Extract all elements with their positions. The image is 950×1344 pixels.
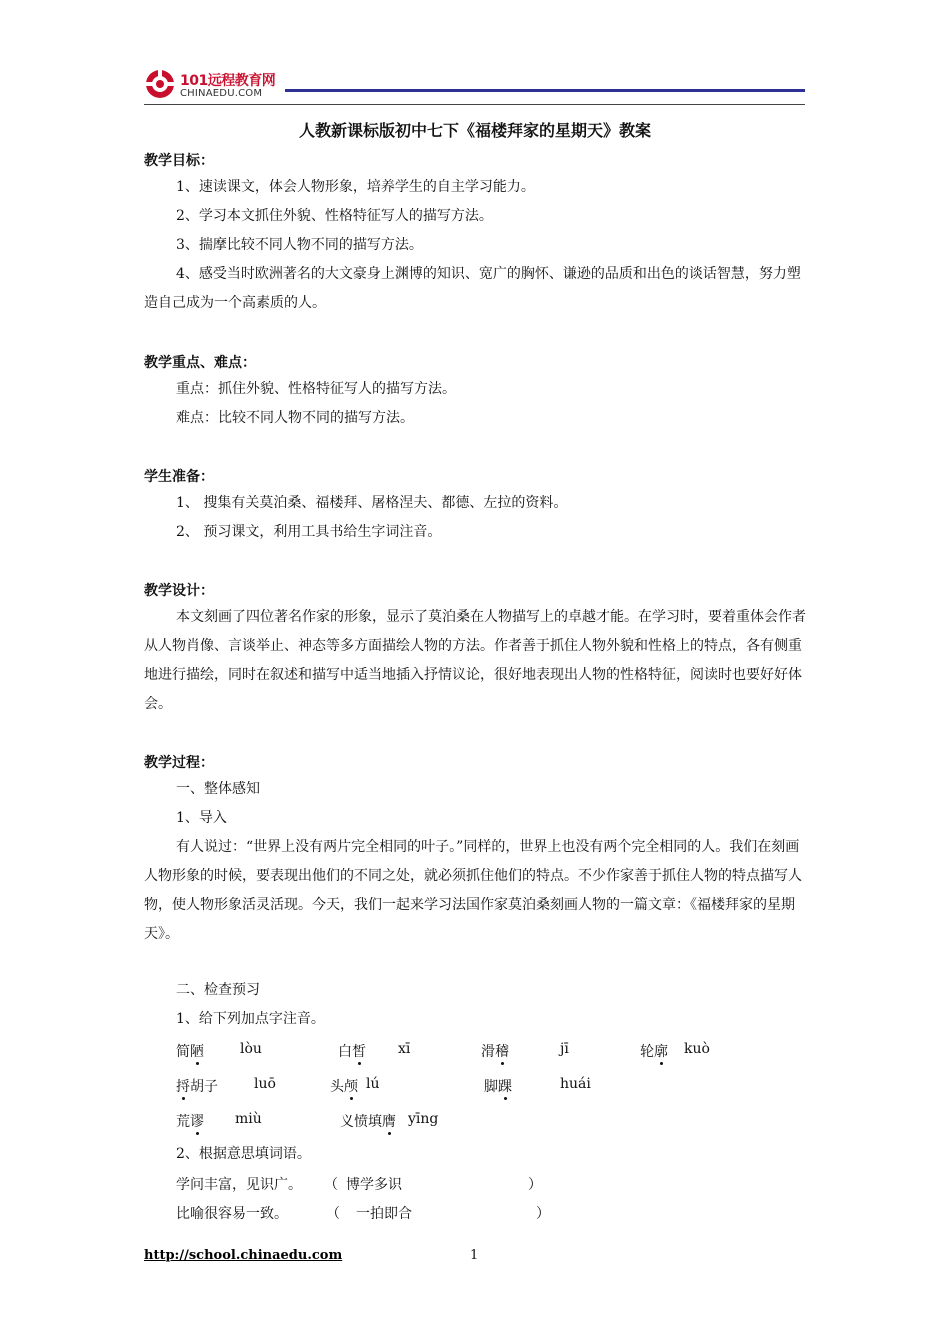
vocab-word: 义愤填膺 — [340, 1114, 396, 1130]
vocab-word: 头颅 — [330, 1079, 358, 1095]
vocab-word: 滑稽 — [481, 1044, 509, 1060]
page-number: 1 — [470, 1248, 479, 1263]
vocab-word: 轮廓 — [640, 1044, 668, 1060]
fill-open-paren: （ — [324, 1177, 338, 1193]
intro-paragraph: 有人说过：“世界上没有两片完全相同的叶子。”同样的，世界上也没有两个完全相同的人。我们在刻画人物形象的时候，要表现出他们的不同之处，就必须抓住他们的特点。不少作家善于抓住人物的特点描写人物，使人物形象活灵活现。今天，我们一起来学习法国作家莫泊桑刻画人物的一篇文章：《福楼拜家的星期天》。 — [144, 839, 802, 942]
dotted-char: 陋 — [190, 1044, 204, 1060]
vocab-pinyin: huái — [560, 1076, 591, 1092]
dotted-char: 稽 — [495, 1044, 509, 1060]
vocab-word: 白皙 — [338, 1044, 366, 1060]
vocab-pinyin: lòu — [240, 1041, 262, 1057]
fill-meaning: 比喻很容易一致。 — [176, 1206, 288, 1222]
header-rule — [285, 89, 805, 92]
vocab-pinyin: jī — [560, 1041, 569, 1057]
vocab-word: 脚踝 — [484, 1079, 512, 1095]
footer-url-link[interactable]: http://school.chinaedu.com — [144, 1248, 343, 1263]
goal-item-4: 4、感受当时欧洲著名的大文豪身上渊博的知识、宽广的胸怀、谦逊的品质和出色的谈话智慧，努力塑造自己成为一个高素质的人。 — [144, 266, 801, 311]
fill-open-paren: （ — [326, 1206, 340, 1222]
dotted-char: 颅 — [344, 1079, 358, 1095]
fill-close-paren: ） — [528, 1177, 542, 1193]
vocab-pinyin: lú — [366, 1076, 380, 1092]
goal-item-3: 3、揣摩比较不同人物不同的描写方法。 — [176, 237, 423, 253]
process-part1: 一、整体感知 — [176, 781, 260, 797]
vocab-pinyin: miù — [235, 1111, 262, 1127]
prep-item-1: 1、 搜集有关莫泊桑、福楼拜、屠格涅夫、都德、左拉的资料。 — [176, 495, 568, 511]
fill-meaning: 学问丰富，见识广。 — [176, 1177, 302, 1193]
logo-text-en: CHINAEDU.COM — [180, 88, 263, 99]
key-points-heading: 教学重点、难点： — [144, 355, 256, 371]
vocab-word: 荒谬 — [176, 1114, 204, 1130]
process-heading: 教学过程： — [144, 755, 214, 771]
prep-item-2: 2、 预习课文，利用工具书给生字词注音。 — [176, 524, 442, 540]
process-part1-sub: 1、导入 — [176, 810, 227, 826]
logo-text-cn: 101远程教育网 — [180, 73, 276, 89]
chinaedu-logo-icon — [144, 68, 176, 100]
goals-heading: 教学目标： — [144, 153, 214, 169]
document-title: 人教新课标版初中七下《福楼拜家的星期天》教案 — [298, 121, 651, 140]
vocab-pinyin: xī — [398, 1041, 411, 1057]
dotted-char: 膺 — [382, 1114, 396, 1130]
dotted-char: 踝 — [498, 1079, 512, 1095]
dotted-char: 捋 — [176, 1079, 190, 1095]
vocab-word: 捋胡子 — [176, 1079, 218, 1095]
vocab-pinyin: kuò — [684, 1041, 710, 1057]
key-point-item: 重点：抓住外貌、性格特征写人的描写方法。 — [176, 381, 456, 397]
vocab-pinyin: luō — [254, 1076, 276, 1092]
process-part2: 二、检查预习 — [176, 982, 260, 998]
dotted-char: 皙 — [352, 1044, 366, 1060]
prep-heading: 学生准备： — [144, 469, 214, 485]
header-divider — [144, 104, 805, 105]
task1-label: 1、给下列加点字注音。 — [176, 1011, 325, 1027]
design-paragraph: 本文刻画了四位著名作家的形象，显示了莫泊桑在人物描写上的卓越才能。在学习时，要着重体会作者从人物肖像、言谈举止、神态等多方面描绘人物的方法。作者善于抓住人物外貌和性格上的特点，各有侧重地进行描绘，同时在叙述和描写中适当地插入抒情议论，很好地表现出人物的性格特征，阅读时也要好好体会。 — [144, 609, 806, 712]
design-heading: 教学设计： — [144, 583, 214, 599]
vocab-word: 简陋 — [176, 1044, 204, 1060]
vocab-pinyin: yīng — [408, 1111, 439, 1127]
site-logo — [144, 68, 284, 104]
fill-close-paren: ） — [536, 1206, 550, 1222]
task2-label: 2、根据意思填词语。 — [176, 1146, 311, 1162]
goal-item-1: 1、速读课文，体会人物形象，培养学生的自主学习能力。 — [176, 179, 535, 195]
fill-answer: 一拍即合 — [356, 1206, 412, 1222]
dotted-char: 谬 — [190, 1114, 204, 1130]
difficulty-item: 难点：比较不同人物不同的描写方法。 — [176, 410, 414, 426]
goal-item-2: 2、学习本文抓住外貌、性格特征写人的描写方法。 — [176, 208, 493, 224]
fill-answer: 博学多识 — [346, 1177, 402, 1193]
dotted-char: 廓 — [654, 1044, 668, 1060]
